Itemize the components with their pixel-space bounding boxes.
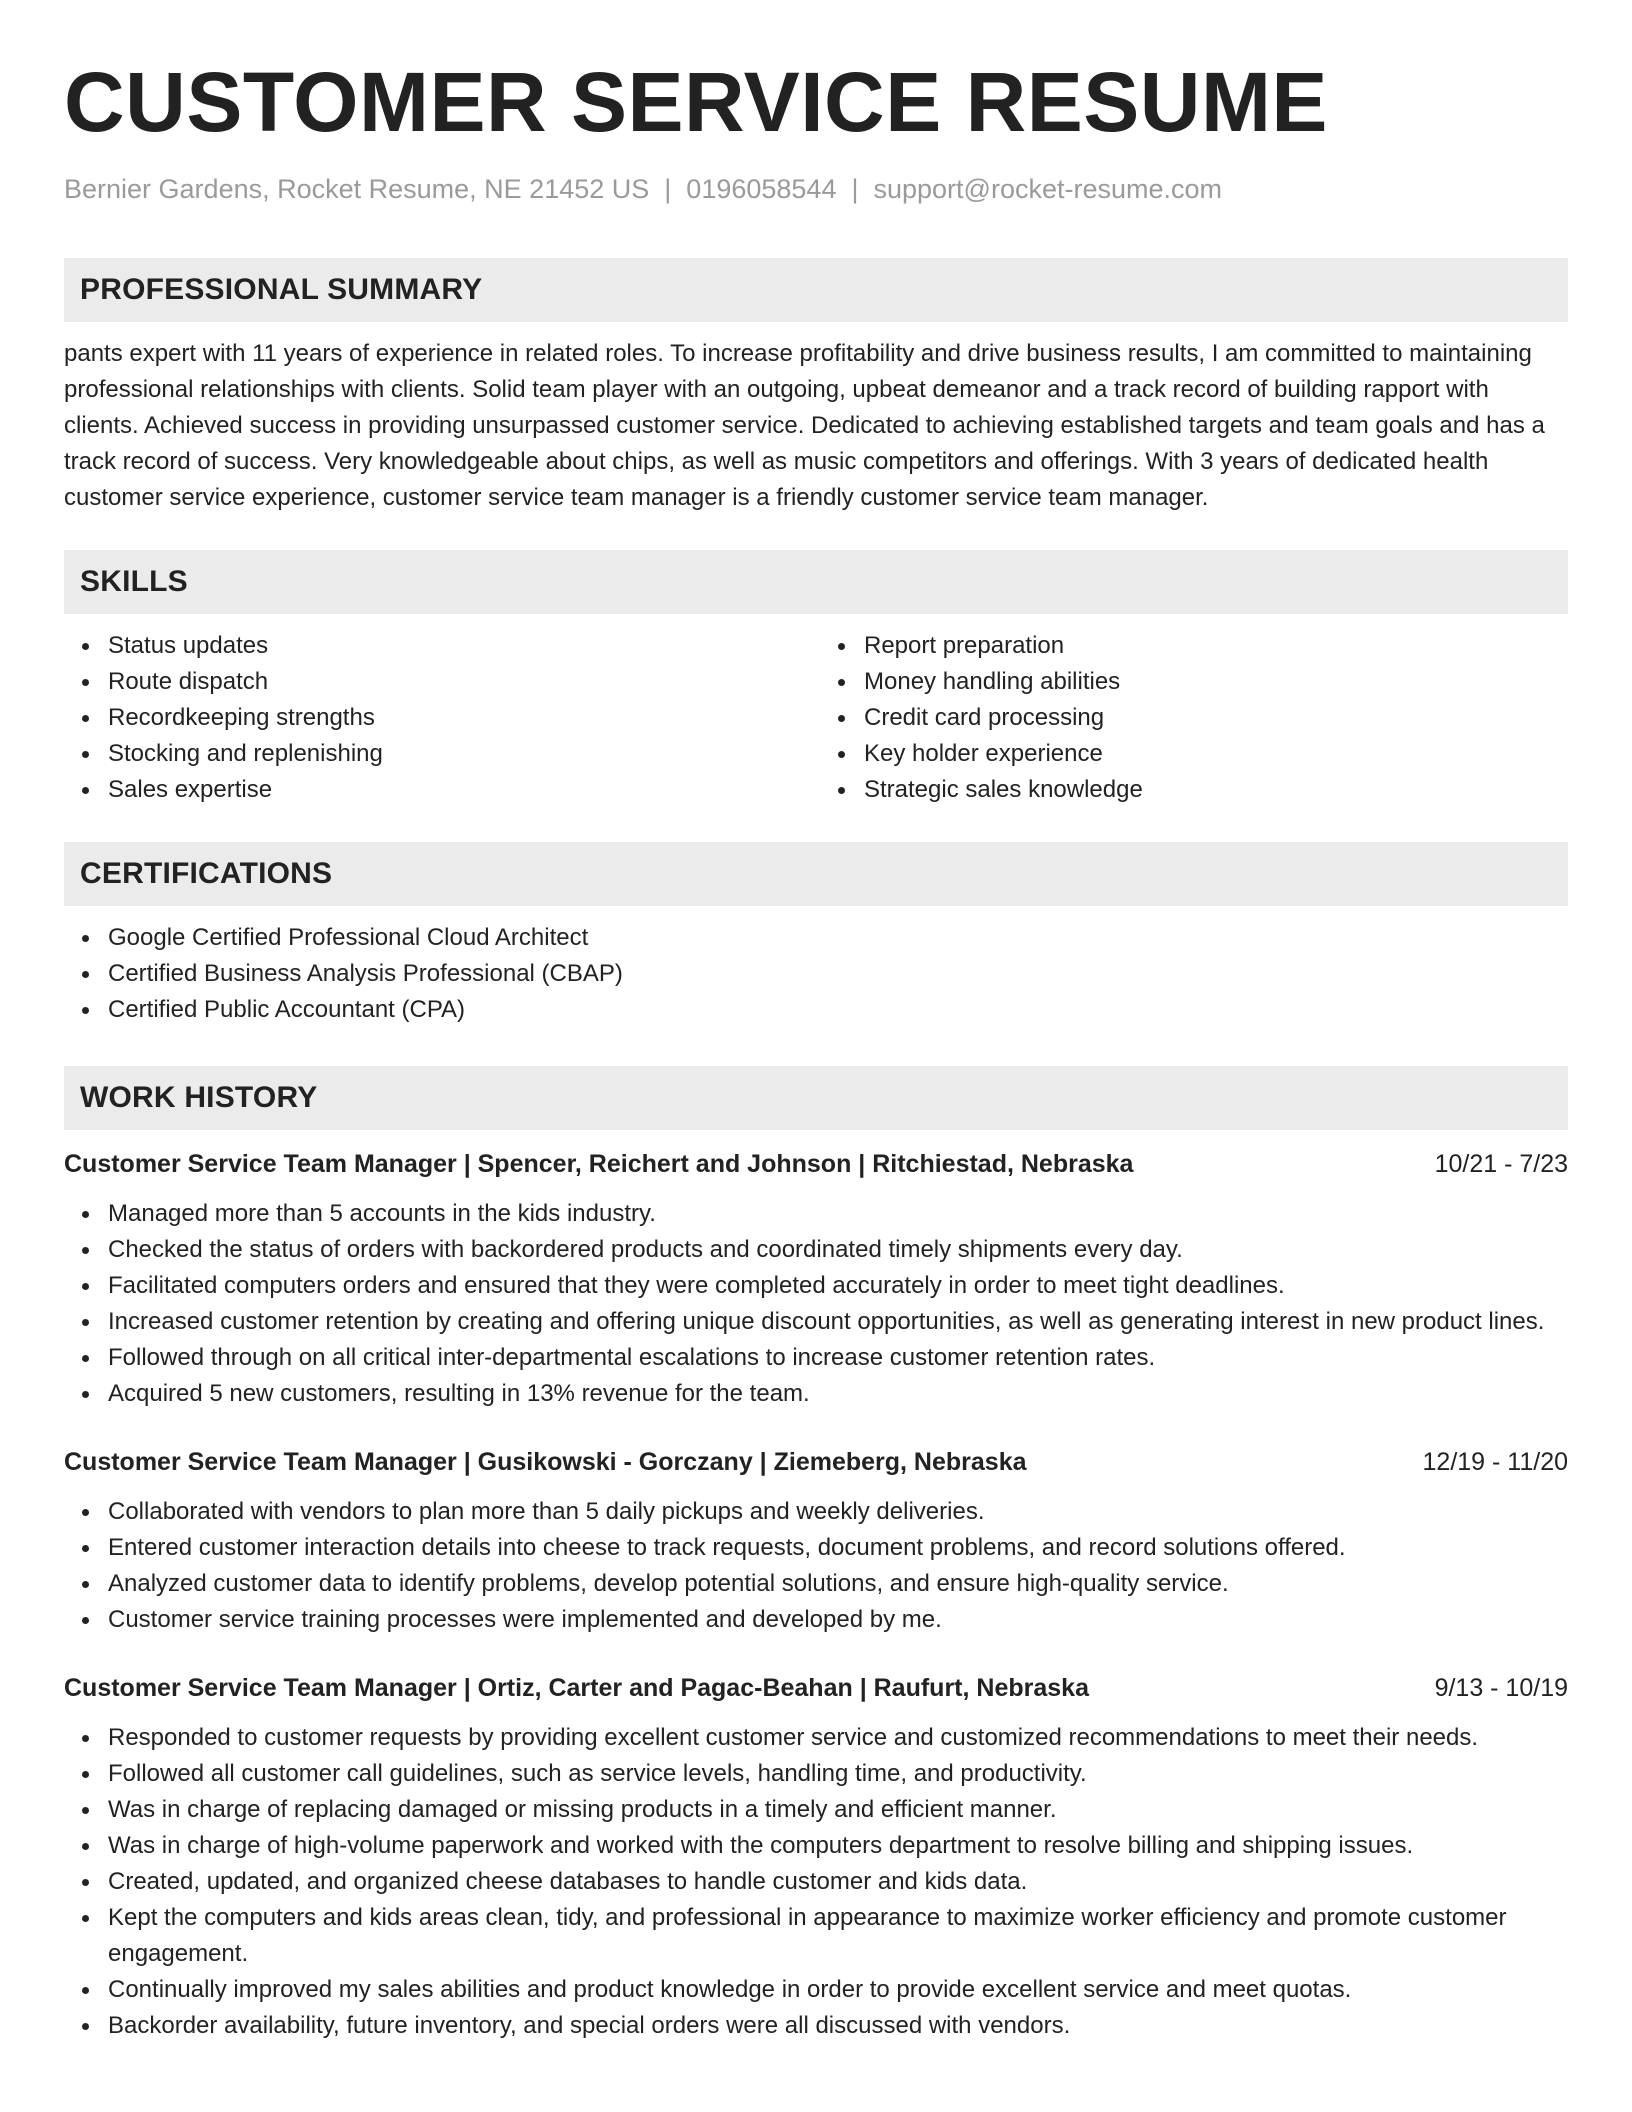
job-bullet: Checked the status of orders with backordered products and coordinated timely shipments every day.	[108, 1232, 1568, 1268]
skill-item: Sales expertise	[108, 772, 816, 808]
contact-separator: |	[664, 174, 672, 204]
work-history-section	[64, 1066, 1568, 2044]
summary-section	[64, 258, 1568, 516]
job-entry	[64, 1146, 1568, 1412]
job-header	[64, 1444, 1568, 1480]
skill-item: Route dispatch	[108, 664, 816, 700]
skill-item: Recordkeeping strengths	[108, 700, 816, 736]
job-bullets	[64, 1494, 1568, 1638]
job-bullet: Kept the computers and kids areas clean, tidy, and professional in appearance to maximize worker efficiency and promote customer engagement.	[108, 1900, 1568, 1972]
skills-list-right	[816, 628, 1568, 808]
skills-list-left	[64, 628, 816, 808]
job-bullet: Analyzed customer data to identify problems, develop potential solutions, and ensure high-quality service.	[108, 1566, 1568, 1602]
job-bullet: Followed through on all critical inter-departmental escalations to increase customer retention rates.	[108, 1340, 1568, 1376]
job-bullet: Managed more than 5 accounts in the kids industry.	[108, 1196, 1568, 1232]
contact-email: support@rocket-resume.com	[873, 174, 1223, 204]
job-bullet: Was in charge of high-volume paperwork and worked with the computers department to resolve billing and shipping issues.	[108, 1828, 1568, 1864]
job-bullet: Backorder availability, future inventory, and special orders were all discussed with vendors.	[108, 2008, 1568, 2044]
certification-item: Certified Business Analysis Professional (CBAP)	[108, 956, 1568, 992]
work-history-heading: WORK HISTORY	[64, 1066, 1568, 1130]
job-bullet: Collaborated with vendors to plan more than 5 daily pickups and weekly deliveries.	[108, 1494, 1568, 1530]
skill-item: Strategic sales knowledge	[864, 772, 1568, 808]
skill-item: Credit card processing	[864, 700, 1568, 736]
summary-text: pants expert with 11 years of experience in related roles. To increase profitability and drive business results, I am committed to maintaining professional relationships with clients. Solid team player with an outgoing, upbeat demeanor and a track record of building rapport with clients. Achieved success in providing unsurpassed customer service. Dedicated to achieving established targets and team goals and has a track record of success. Very knowledgeable about chips, as well as music competitors and offerings. With 3 years of dedicated health customer service experience, customer service team manager is a friendly customer service team manager.	[64, 340, 1545, 511]
job-entry	[64, 1670, 1568, 2044]
skill-item: Status updates	[108, 628, 816, 664]
certification-item: Certified Public Accountant (CPA)	[108, 992, 1568, 1028]
skill-item: Report preparation	[864, 628, 1568, 664]
skills-section	[64, 550, 1568, 808]
job-bullet: Created, updated, and organized cheese databases to handle customer and kids data.	[108, 1864, 1568, 1900]
job-bullet: Followed all customer call guidelines, such as service levels, handling time, and productivity.	[108, 1756, 1568, 1792]
summary-heading: PROFESSIONAL SUMMARY	[64, 258, 1568, 322]
skill-item: Key holder experience	[864, 736, 1568, 772]
certification-item: Google Certified Professional Cloud Architect	[108, 920, 1568, 956]
job-title: Customer Service Team Manager | Ortiz, Carter and Pagac-Beahan | Raufurt, Nebraska	[64, 1674, 1089, 1702]
job-title: Customer Service Team Manager | Spencer, Reichert and Johnson | Ritchiestad, Nebraska	[64, 1150, 1134, 1178]
job-title: Customer Service Team Manager | Gusikowski - Gorczany | Ziemeberg, Nebraska	[64, 1448, 1027, 1476]
job-dates: 9/13 - 10/19	[1434, 1674, 1568, 1702]
job-header	[64, 1670, 1568, 1706]
job-bullets	[64, 1720, 1568, 2044]
job-dates: 10/21 - 7/23	[1434, 1150, 1568, 1178]
contact-address: Bernier Gardens, Rocket Resume, NE 21452 US	[64, 174, 650, 204]
skill-item: Stocking and replenishing	[108, 736, 816, 772]
job-bullet: Facilitated computers orders and ensured that they were completed accurately in order to meet tight deadlines.	[108, 1268, 1568, 1304]
contact-separator: |	[851, 174, 859, 204]
job-bullet: Customer service training processes were implemented and developed by me.	[108, 1602, 1568, 1638]
job-bullet: Entered customer interaction details into cheese to track requests, document problems, and record solutions offered.	[108, 1530, 1568, 1566]
contact-line	[64, 172, 1568, 206]
job-bullet: Continually improved my sales abilities and product knowledge in order to provide excellent service and meet quotas.	[108, 1972, 1568, 2008]
job-header	[64, 1146, 1568, 1182]
job-bullet: Acquired 5 new customers, resulting in 13% revenue for the team.	[108, 1376, 1568, 1412]
certifications-list	[64, 920, 1568, 1028]
certifications-section	[64, 842, 1568, 1028]
skills-heading: SKILLS	[64, 550, 1568, 614]
skills-grid	[64, 628, 1568, 808]
certifications-heading: CERTIFICATIONS	[64, 842, 1568, 906]
job-bullets	[64, 1196, 1568, 1412]
job-dates: 12/19 - 11/20	[1422, 1448, 1568, 1476]
job-bullet: Increased customer retention by creating and offering unique discount opportunities, as well as generating interest in new product lines.	[108, 1304, 1568, 1340]
skill-item: Money handling abilities	[864, 664, 1568, 700]
job-entry	[64, 1444, 1568, 1638]
resume-title: CUSTOMER SERVICE RESUME	[64, 55, 1328, 149]
contact-phone: 0196058544	[686, 174, 837, 204]
job-bullet: Responded to customer requests by providing excellent customer service and customized recommendations to meet their needs.	[108, 1720, 1568, 1756]
job-bullet: Was in charge of replacing damaged or missing products in a timely and efficient manner.	[108, 1792, 1568, 1828]
